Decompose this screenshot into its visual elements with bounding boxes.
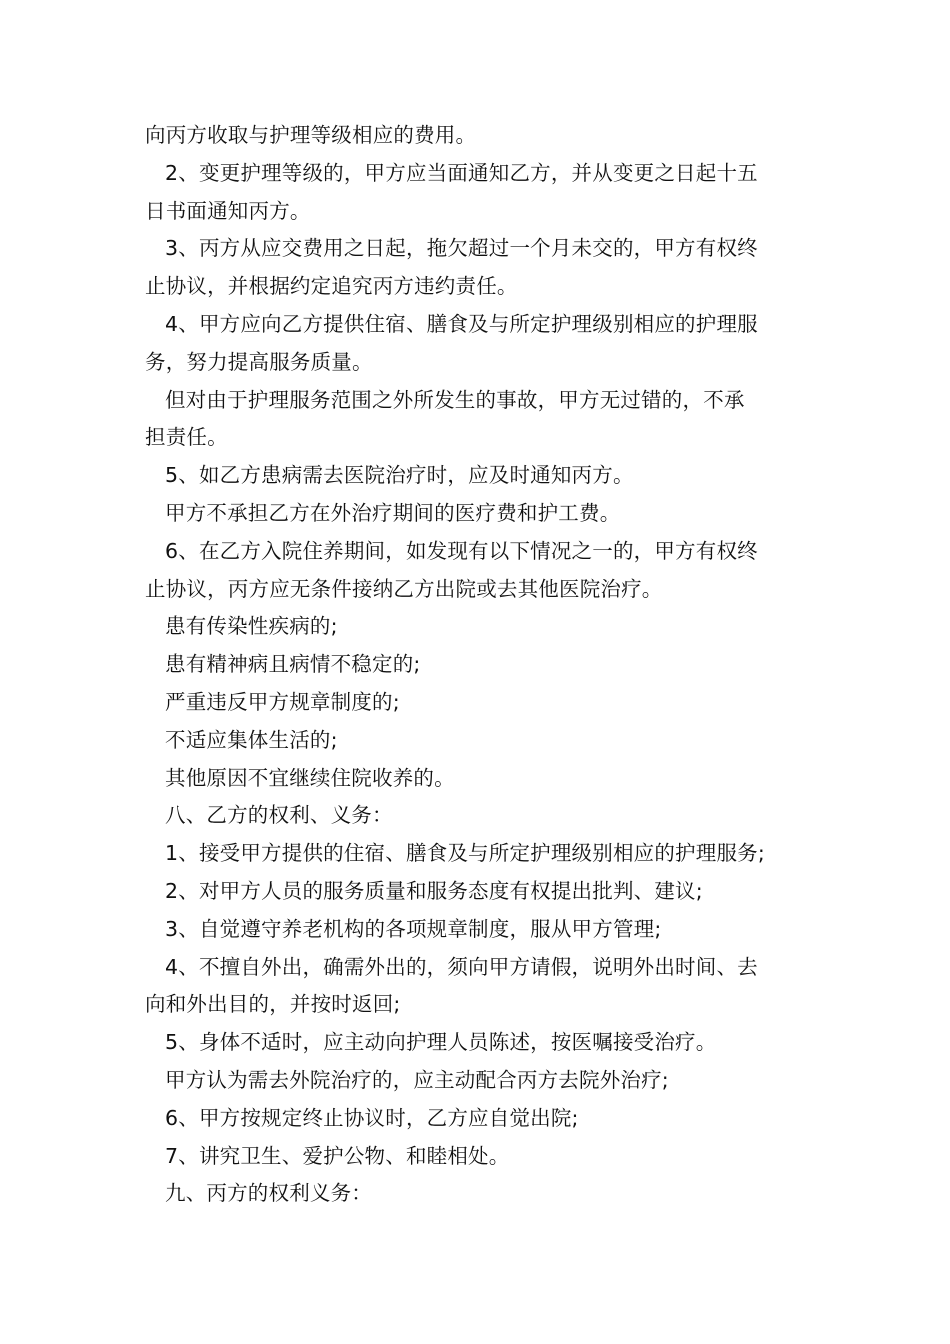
- document-body: [145, 117, 810, 1213]
- text-line: 患有精神病且病情不稳定的;: [165, 652, 421, 677]
- text-line: 但对由于护理服务范围之外所发生的事故，甲方无过错的，不承: [165, 387, 745, 412]
- text-line: 甲方认为需去外院治疗的，应主动配合丙方去院外治疗;: [165, 1067, 669, 1092]
- text-line: 2、对甲方人员的服务质量和服务态度有权提出批判、建议;: [165, 878, 703, 903]
- section-heading: 八、乙方的权利、义务：: [165, 803, 393, 828]
- text-line: 3、丙方从应交费用之日起，拖欠超过一个月未交的，甲方有权终: [165, 236, 758, 261]
- text-line: 4、甲方应向乙方提供住宿、膳食及与所定护理级别相应的护理服: [165, 311, 758, 336]
- text-line: 担责任。: [145, 425, 228, 450]
- text-line: 日书面通知丙方。: [145, 198, 311, 223]
- text-line: 1、接受甲方提供的住宿、膳食及与所定护理级别相应的护理服务;: [165, 841, 765, 866]
- text-line: 止协议，丙方应无条件接纳乙方出院或去其他医院治疗。: [145, 576, 663, 601]
- text-line: 6、甲方按规定终止协议时，乙方应自觉出院;: [165, 1105, 579, 1130]
- text-line: 甲方不承担乙方在外治疗期间的医疗费和护工费。: [165, 500, 621, 525]
- text-line: 患有传染性疾病的;: [165, 614, 338, 639]
- text-line: 4、不擅自外出，确需外出的，须向甲方请假，说明外出时间、去: [165, 954, 758, 979]
- text-line: 其他原因不宜继续住院收养的。: [165, 765, 455, 790]
- text-line: 6、在乙方入院住养期间，如发现有以下情况之一的，甲方有权终: [165, 538, 758, 563]
- text-line: 2、变更护理等级的，甲方应当面通知乙方，并从变更之日起十五: [165, 160, 758, 185]
- text-line: 止协议，并根据约定追究丙方违约责任。: [145, 274, 518, 299]
- text-line: 5、身体不适时，应主动向护理人员陈述，按医嘱接受治疗。: [165, 1030, 717, 1055]
- text-line: 7、讲究卫生、爱护公物、和睦相处。: [165, 1143, 510, 1168]
- text-line: 严重违反甲方规章制度的;: [165, 689, 400, 714]
- text-line: 向丙方收取与护理等级相应的费用。: [145, 123, 477, 147]
- text-line: 务，努力提高服务质量。: [145, 349, 373, 374]
- text-line: 5、如乙方患病需去医院治疗时，应及时通知丙方。: [165, 463, 634, 488]
- text-line: 3、自觉遵守养老机构的各项规章制度，服从甲方管理;: [165, 916, 662, 941]
- text-line: 向和外出目的，并按时返回;: [145, 992, 401, 1017]
- text-line: 不适应集体生活的;: [165, 727, 338, 752]
- section-heading: 九、丙方的权利义务：: [165, 1181, 372, 1206]
